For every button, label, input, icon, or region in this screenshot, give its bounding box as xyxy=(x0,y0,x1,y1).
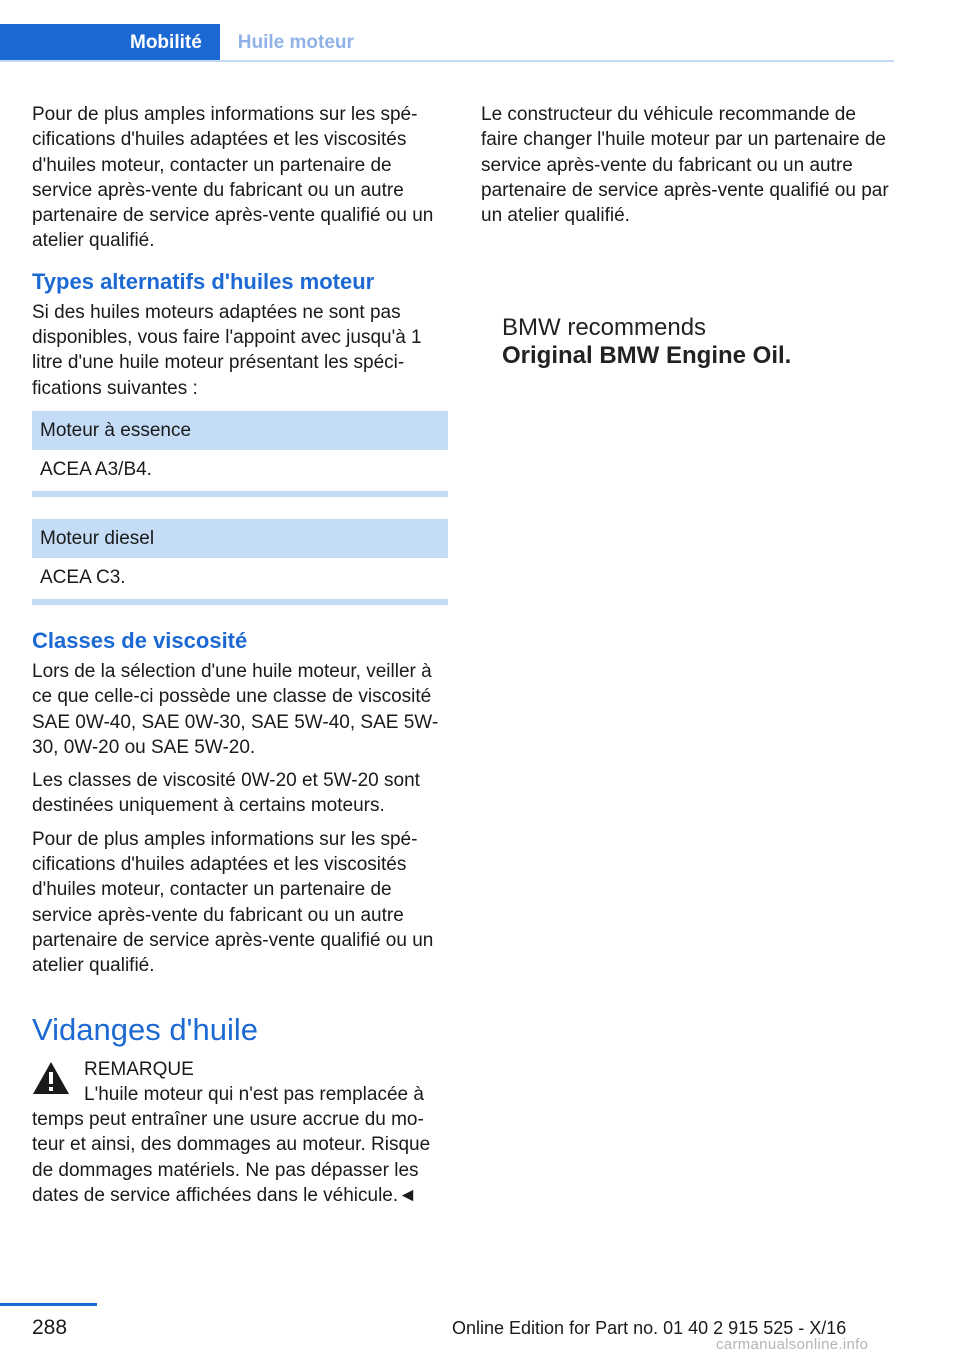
spec-value: ACEA C3. xyxy=(40,566,126,588)
spec-label: Moteur diesel xyxy=(32,519,448,558)
viscosity-heading: Classes de viscosité xyxy=(32,627,248,653)
watermark: carmanualsonline.info xyxy=(716,1336,869,1353)
recommendation-paragraph: Le constructeur du véhicule recommande de faire changer l'huile moteur par un partenaire de service après-vente du fabricant ou un autre partenaire de service après-vente qualifié ou par un atelier qualifié. xyxy=(481,104,889,227)
oil-change-heading: Vidanges d'huile xyxy=(32,1011,258,1047)
spec-label: Moteur à essence xyxy=(32,411,448,450)
right-column xyxy=(481,102,897,370)
edition-info: Online Edition for Part no. 01 40 2 915 525 - X/16 xyxy=(452,1318,847,1338)
intro-paragraph: Pour de plus amples informations sur les spécifications d'huiles adaptées et les viscosités d'huiles moteur, contacter un partenaire de service après-vente du fabricant ou un autre partenaire de service après-vente qualifié ou un atelier qualifié. xyxy=(32,104,434,252)
footer-divider xyxy=(0,1303,97,1306)
header-tabs xyxy=(0,24,372,61)
warning-triangle-icon xyxy=(32,1061,70,1095)
logo-line-2: Original BMW Engine Oil. xyxy=(502,342,792,370)
spec-table-diesel xyxy=(32,519,448,605)
alt-oils-heading: Types alternatifs d'huiles moteur xyxy=(32,268,375,294)
spec-divider xyxy=(32,599,448,605)
spec-value: ACEA A3/B4. xyxy=(40,458,152,480)
viscosity-paragraph-3: Pour de plus amples informations sur les spécifications d'huiles adaptées et les viscosités d'huiles moteur, contacter un partenaire de service après-vente du fabricant ou un autre partenaire de service après-vente qualifié ou un atelier qualifié. xyxy=(32,828,434,977)
page-number: 288 xyxy=(32,1316,68,1339)
bmw-oil-logo xyxy=(481,314,897,370)
warning-block xyxy=(32,1057,448,1209)
tab-huile-moteur[interactable]: Huile moteur xyxy=(237,32,354,53)
viscosity-paragraph-1: Lors de la sélection d'une huile moteur, veiller à ce que celle-ci possède une classe de viscosité SAE 0W-40, SAE 0W-30, SAE 5W-40, SAE 5W-30, 0W-20 ou SAE 5W-20. xyxy=(32,660,439,758)
warning-title: REMARQUE xyxy=(84,1058,194,1080)
alt-oils-paragraph: Si des huiles moteurs adaptées ne sont pas disponibles, vous faire l'appoint avec jusqu'à 1 litre d'une huile moteur présentant les spécifications suivantes : xyxy=(32,301,422,399)
viscosity-paragraph-2: Les classes de viscosité 0W-20 et 5W-20 sont destinées uniquement à certains moteurs. xyxy=(32,770,420,817)
logo-line-1: BMW recommends xyxy=(502,314,707,342)
tab-mobilite[interactable]: Mobilité xyxy=(0,24,220,61)
spec-divider xyxy=(32,491,448,497)
warning-text: L'huile moteur qui n'est pas remplacée à temps peut entraîner une usure accrue du moteur et ainsi, des dommages au moteur. Risque de dommages matériels. Ne pas dépasser les dates de service affichées dans le véhicule.◄ xyxy=(32,1083,431,1207)
spec-table-petrol xyxy=(32,411,448,497)
left-column xyxy=(32,102,448,1216)
header-divider xyxy=(0,60,894,62)
